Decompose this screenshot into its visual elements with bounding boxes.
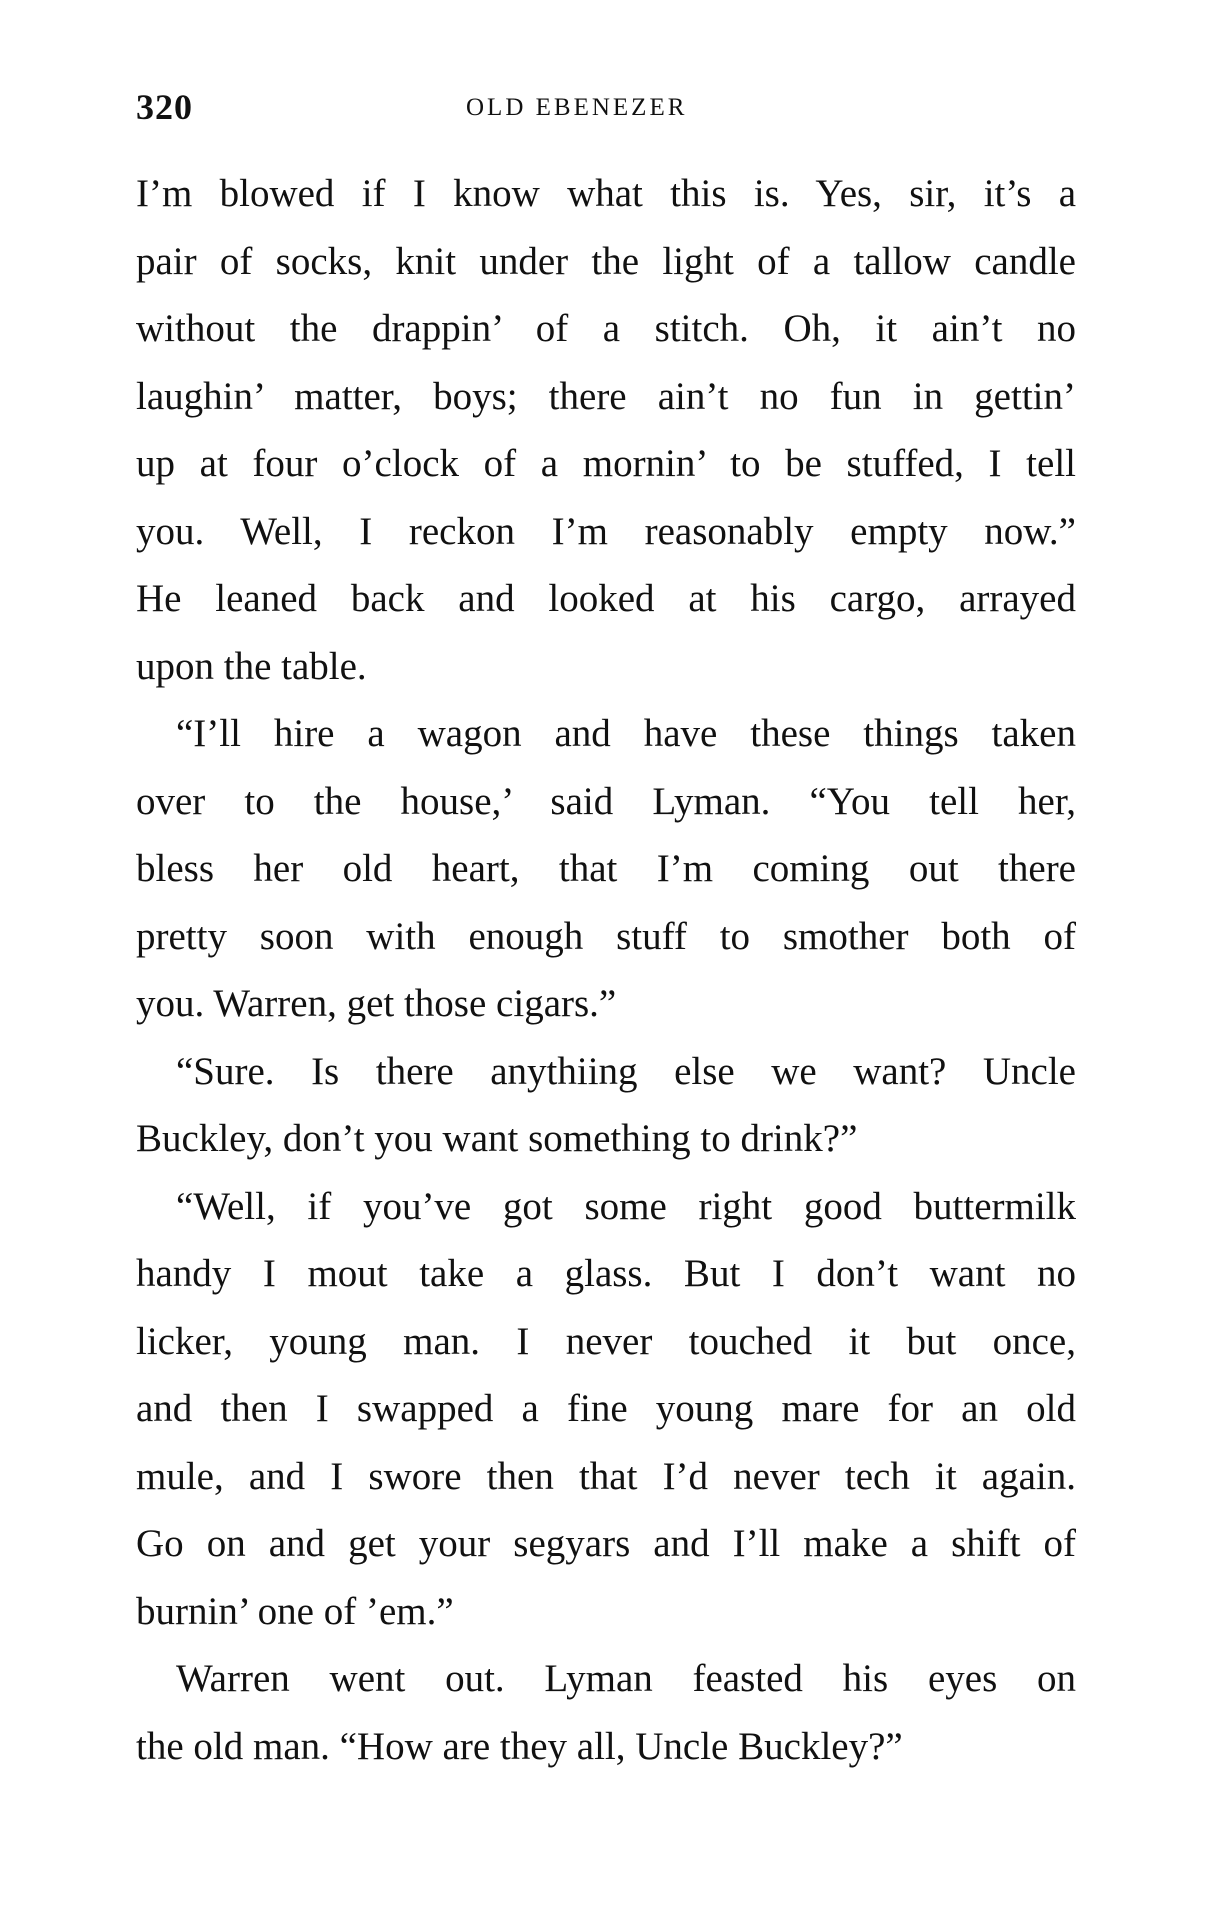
paragraph [136,1645,1076,1780]
text-line: “Well, if you’ve got some right good buttermilk [176,1184,1076,1228]
text-line: you. Warren, get those cigars.” [136,982,617,1025]
running-title: OLD EBENEZER [466,94,688,121]
text-line: I’m blowed if I know what this is. Yes, sir, it’s a [136,172,1076,215]
text-line: burnin’ one of ’em.” [136,1589,454,1633]
text-line: “I’ll hire a wagon and have these things taken [176,712,1076,755]
text-line: without the drappin’ of a stitch. Oh, it ain’t no [136,307,1076,350]
text-line: and then I swapped a fine young mare for an old [136,1387,1076,1430]
text-line: He leaned back and looked at his cargo, arrayed [136,577,1076,620]
text-line: laughin’ matter, boys; there ain’t no fun in gettin’ [136,374,1076,418]
page-number: 320 [136,87,193,127]
text-line: up at four o’clock of a mornin’ to be stuffed, I tell [136,442,1076,485]
text-line: pretty soon with enough stuff to smother both of [136,914,1076,958]
paragraph [136,700,1076,1038]
text-line: handy I mout take a glass. But I don’t want no [136,1252,1076,1295]
text-line: “Sure. Is there anythiing else we want? Uncle [176,1049,1076,1093]
text-line: licker, young man. I never touched it but once, [136,1319,1076,1363]
text-line: pair of socks, knit under the light of a tallow candle [136,239,1076,283]
text-line: Go on and get your segyars and I’ll make a shift of [136,1522,1076,1565]
text-line: mule, and I swore then that I’d never tech it again. [136,1454,1076,1498]
text-line: Buckley, don’t you want something to drink?” [136,1117,858,1160]
page-header [136,86,1076,136]
text-line: you. Well, I reckon I’m reasonably empty now.” [136,509,1076,553]
text-line: over to the house,’ said Lyman. “You tell her, [136,779,1076,823]
paragraph [136,1038,1076,1173]
text-line: upon the table. [136,644,367,688]
paragraph [136,1173,1076,1646]
paragraph [136,160,1076,700]
text-line: bless her old heart, that I’m coming out there [136,847,1076,890]
text-line: Warren went out. Lyman feasted his eyes on [176,1657,1076,1700]
text-line: the old man. “How are they all, Uncle Buckley?” [136,1724,903,1768]
body-text [136,160,1076,1780]
